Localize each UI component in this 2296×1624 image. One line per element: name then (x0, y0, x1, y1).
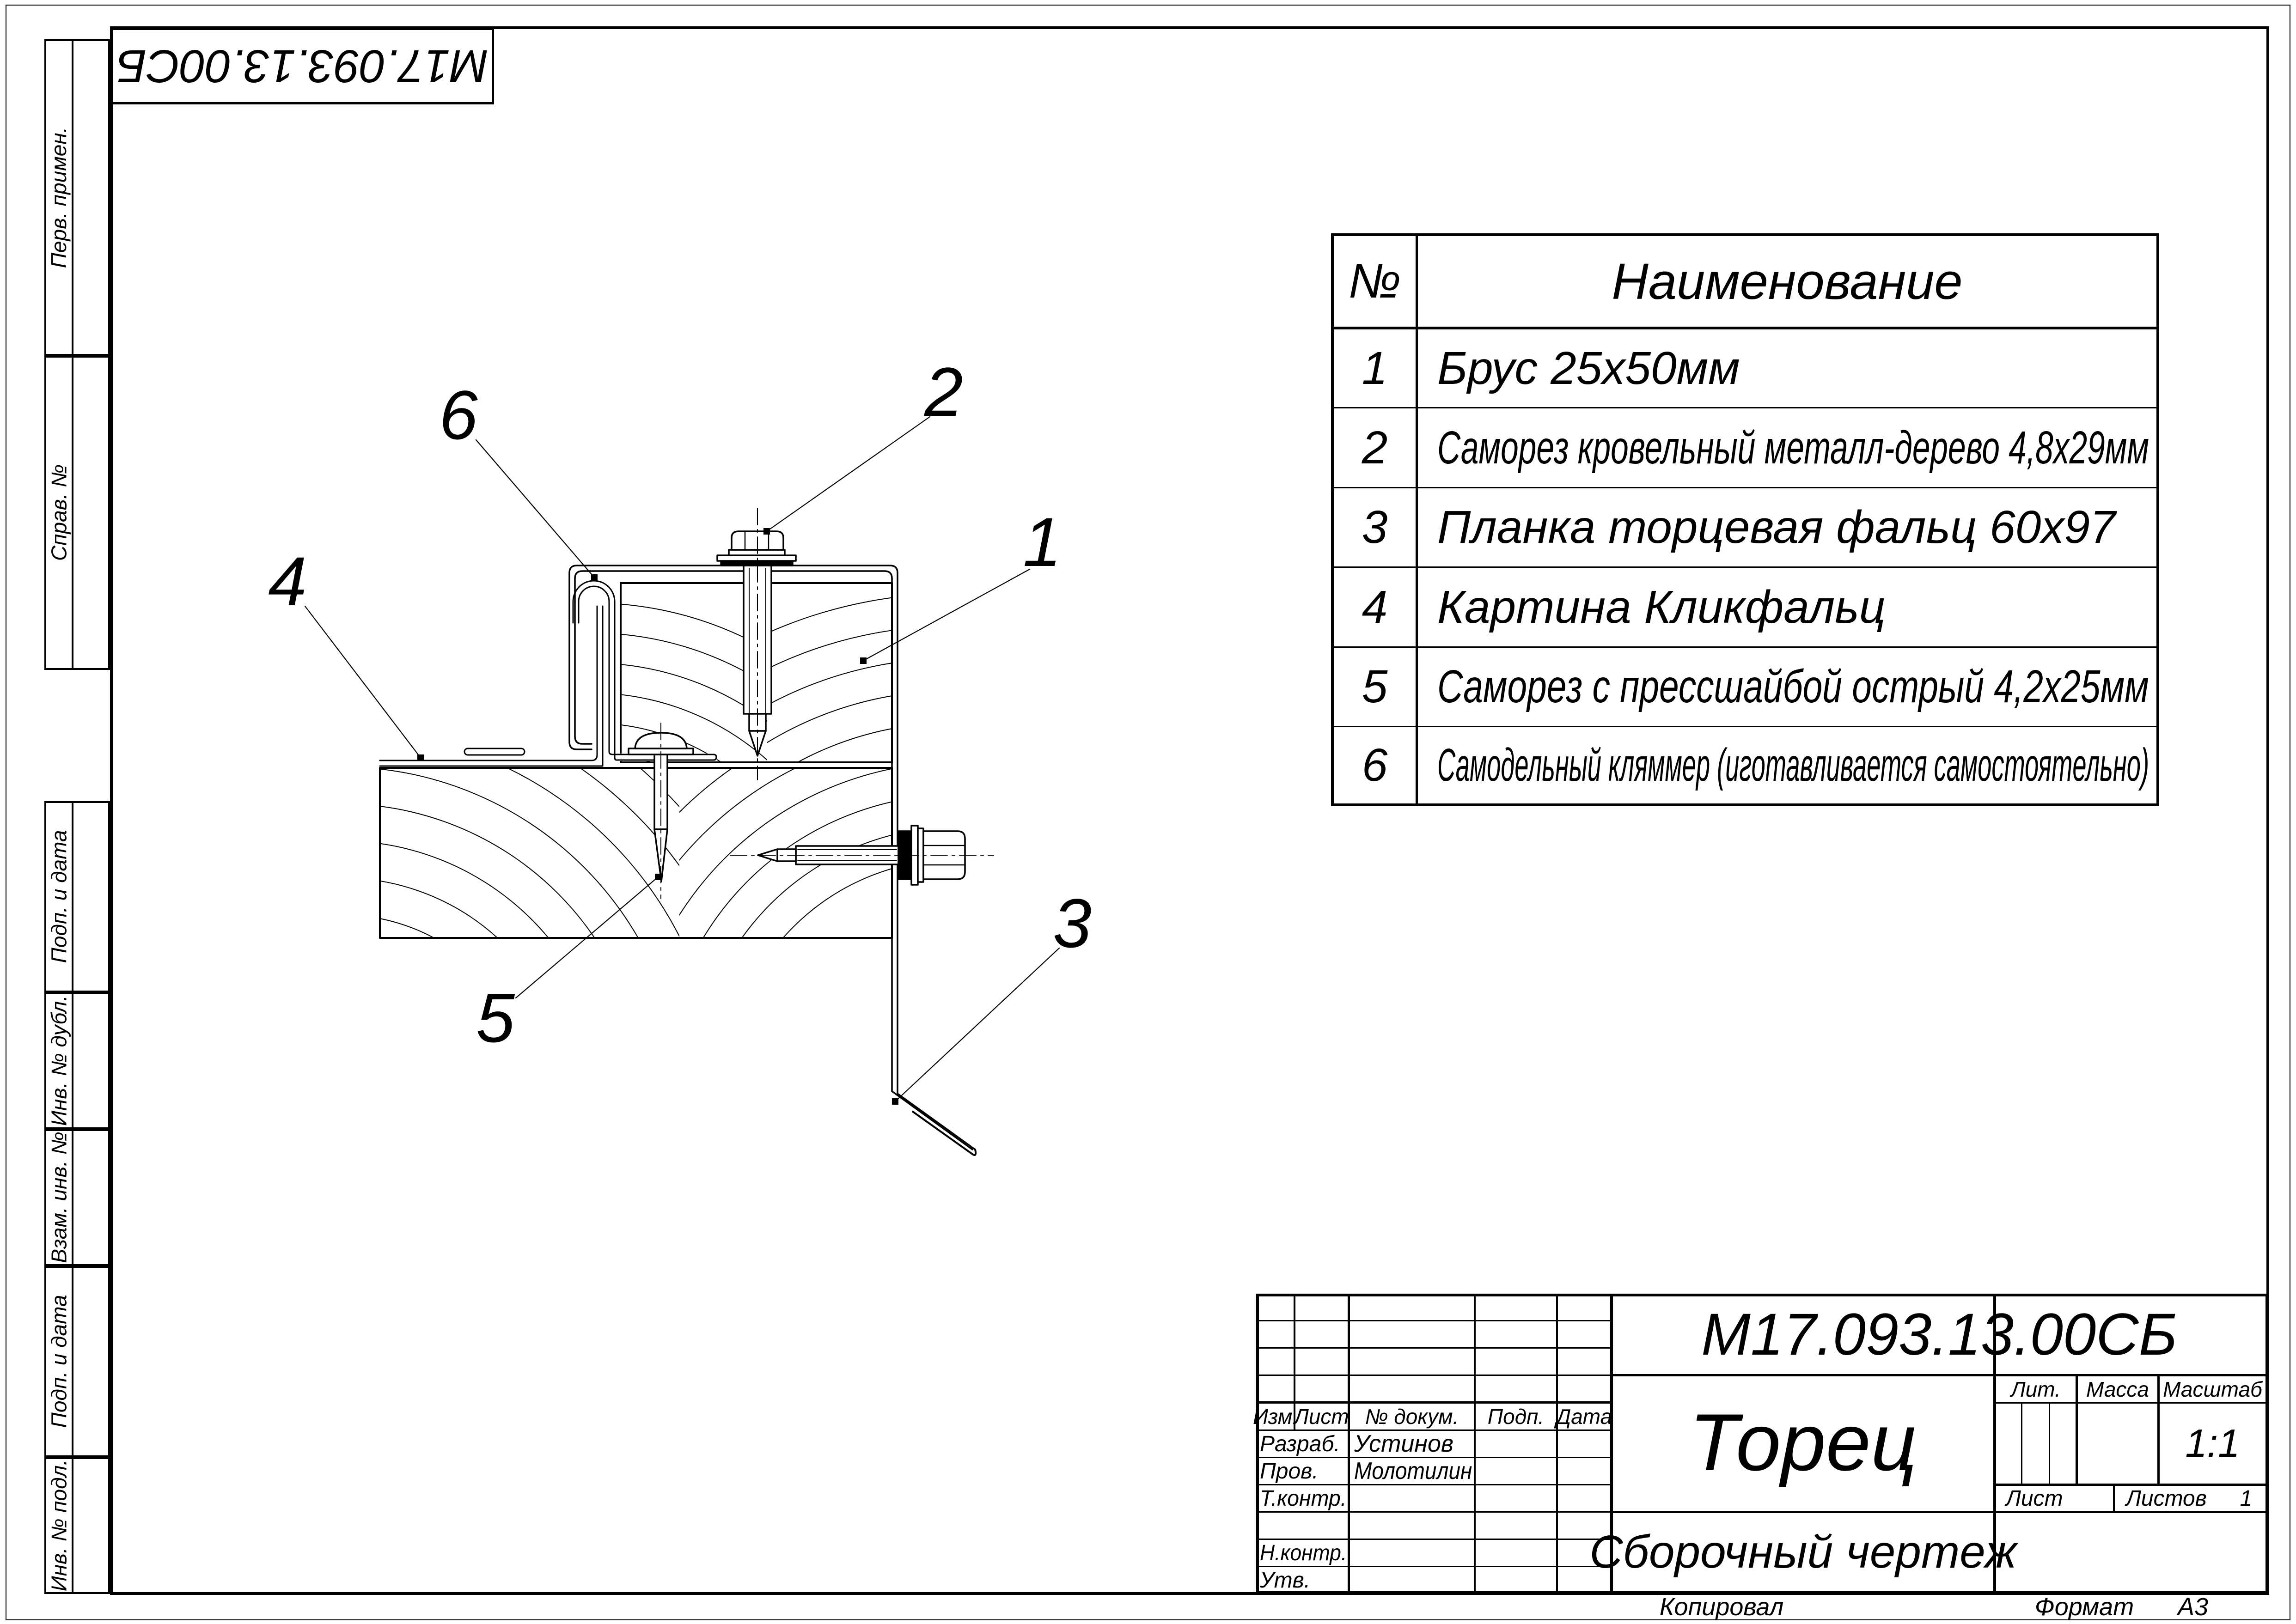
parts-row-no: 5 (1362, 661, 1388, 712)
copied-label: Копировал (1659, 1593, 1784, 1621)
tb-label-masshtab: Масштаб (2163, 1377, 2262, 1401)
tb-label-no-dokum: № докум. (1365, 1405, 1459, 1429)
format-value: А3 (2177, 1593, 2209, 1621)
parts-table-header-no: № (1348, 254, 1401, 308)
tb-value-listov: 1 (2240, 1486, 2253, 1511)
side-column-inv-dubl (44, 992, 110, 1129)
parts-row-name: Планка торцевая фальц 60х97 (1437, 501, 2116, 553)
parts-row-name: Картина Кликфальц (1437, 581, 1886, 633)
side-label: Взам. инв. № (47, 1131, 71, 1263)
format-label: Формат (2034, 1593, 2134, 1621)
side-label: Перв. примен. (47, 127, 71, 268)
side-column-podp-data-2 (44, 1266, 110, 1457)
parts-row-no: 1 (1362, 342, 1388, 394)
tb-label-t-kontr: Т.контр. (1260, 1486, 1347, 1511)
tb-label-listov: Листов (2126, 1486, 2207, 1511)
tb-label-razrab: Разраб. (1260, 1431, 1340, 1456)
callout-3: 3 (1053, 884, 1092, 962)
tb-doc-type: Сборочный чертеж (1589, 1526, 2017, 1578)
side-column-inv-podl (44, 1457, 110, 1594)
tb-label-lit: Лит. (2011, 1377, 2061, 1401)
parts-row-no: 4 (1362, 581, 1388, 633)
tb-value-prov: Молотилин (1354, 1458, 1472, 1484)
parts-row-no: 6 (1362, 739, 1388, 791)
tb-label-list-bottom: Лист (2006, 1486, 2063, 1511)
tb-label-massa: Масса (2086, 1377, 2149, 1401)
parts-row-name: Брус 25х50мм (1437, 342, 1740, 394)
parts-row-no: 3 (1362, 501, 1388, 553)
side-column-podp-data-1 (44, 801, 110, 992)
tb-label-prov: Пров. (1260, 1459, 1319, 1484)
callout-1: 1 (1023, 503, 1062, 581)
tb-label-izm: Изм. (1252, 1405, 1299, 1429)
tb-label-list: Лист (1294, 1405, 1349, 1429)
assembly-drawing (250, 351, 1137, 1210)
side-column-perv-primen (44, 39, 110, 356)
callout-5: 5 (476, 979, 515, 1057)
tb-value-razrab: Устинов (1354, 1430, 1454, 1457)
parts-row-no: 2 (1362, 421, 1388, 474)
tb-name: Торец (1689, 1398, 1917, 1488)
parts-row-name: Самодельный кляммер (иготавливается самостоятельно) (1437, 739, 2149, 791)
side-label: Инв. № подл. (47, 1459, 71, 1592)
parts-row-name: Саморез кровельный металл-дерево 4,8х29мм (1437, 421, 2149, 474)
side-label: Инв. № дубл. (47, 995, 71, 1126)
side-column-sprav-no (44, 356, 110, 670)
parts-table-header-name: Наименование (1612, 253, 1963, 310)
callout-4: 4 (268, 542, 307, 620)
tb-label-data: Дата (1556, 1405, 1612, 1429)
callout-6: 6 (439, 376, 478, 454)
side-label: Подп. и дата (47, 1295, 71, 1428)
stamp-box (111, 28, 494, 104)
side-column-vzam-inv (44, 1129, 110, 1266)
callout-2: 2 (924, 353, 963, 431)
parts-row-name: Саморез с прессшайбой острый 4,2х25мм (1437, 661, 2149, 712)
tb-label-utv: Утв. (1260, 1568, 1311, 1593)
side-label: Справ. № (47, 464, 71, 561)
tb-doc-number: М17.093.13.00СБ (1701, 1301, 2177, 1368)
tb-value-scale: 1:1 (2185, 1421, 2240, 1466)
tb-label-n-kontr: Н.контр. (1260, 1540, 1347, 1565)
side-label: Подп. и дата (47, 830, 71, 963)
stamp-doc-number: М17.093.13.00СБ (116, 40, 489, 92)
tb-label-podp: Подп. (1487, 1405, 1545, 1429)
